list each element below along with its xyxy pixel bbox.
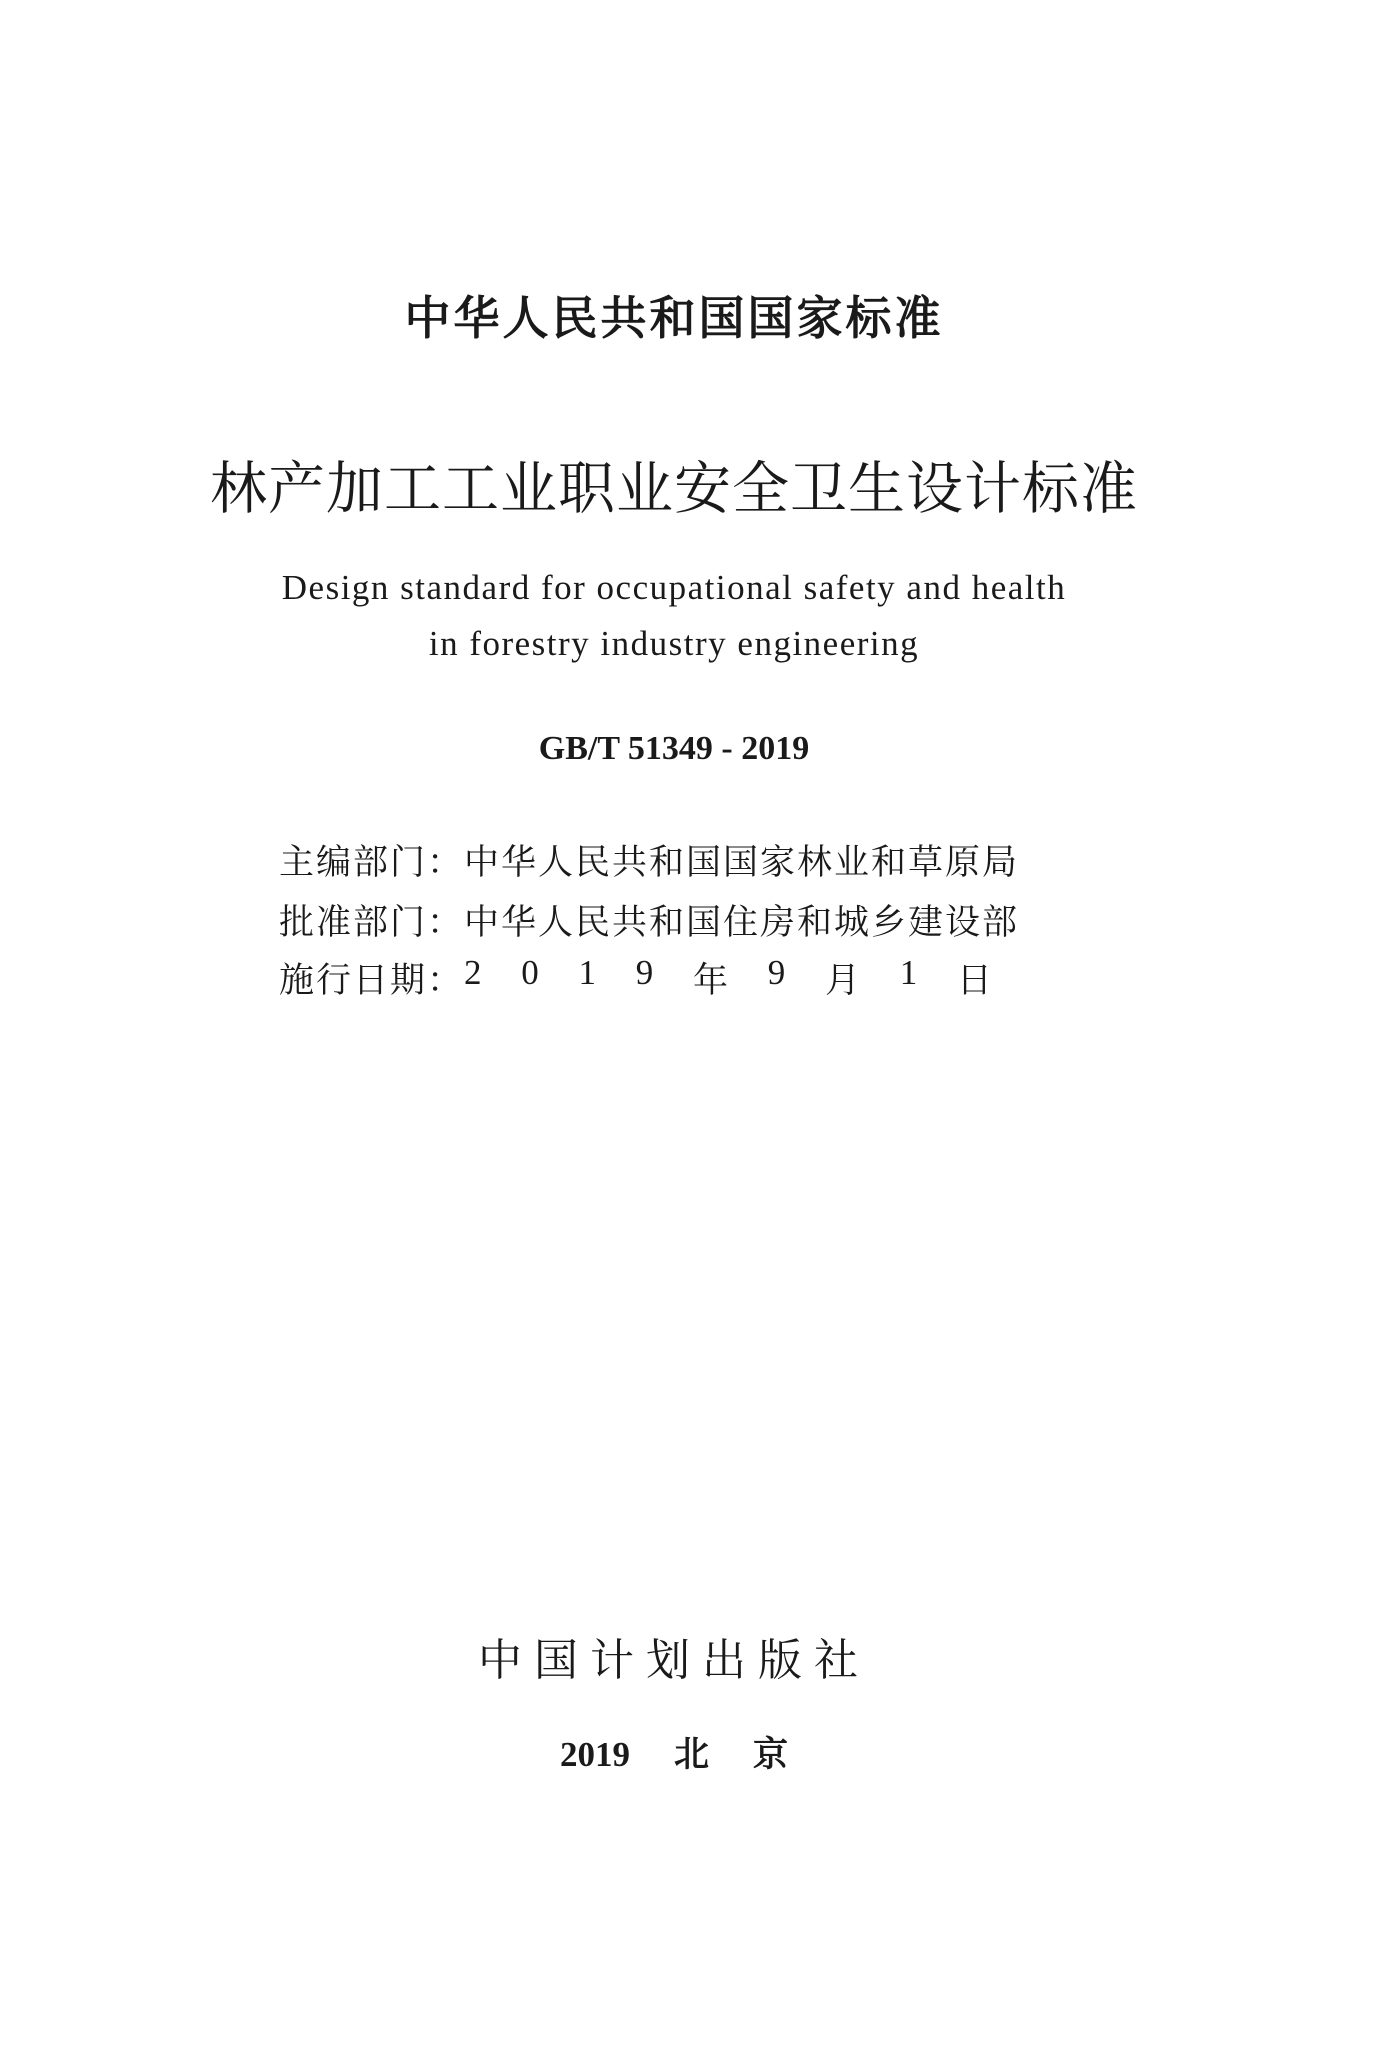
standard-code: GB/T 51349 - 2019 [538, 730, 810, 767]
date-part: 1 [899, 953, 920, 992]
date-part: 2 [464, 953, 484, 992]
date-value [464, 953, 994, 1003]
publisher: 中国计划出版社 [478, 1636, 870, 1685]
editor-value: 中华人民共和国国家林业和草原局 [464, 843, 1020, 882]
editor-department [279, 835, 1019, 885]
document-title-en-line1: Design standard for occupational safety and health [281, 568, 1067, 607]
date-part: 0 [521, 953, 541, 992]
city-char-2: 京 [753, 1735, 789, 1774]
date-part: 9 [635, 953, 656, 992]
approver-department [279, 895, 1019, 945]
document-title-en-line2: in forestry industry engineering [428, 624, 920, 663]
date-part: 年 [692, 961, 730, 1000]
date-part: 1 [578, 953, 598, 992]
approver-label: 批准部门： [279, 903, 465, 942]
date-part: 月 [824, 961, 862, 1000]
year-city [0, 1727, 1348, 1777]
standard-category-heading: 中华人民共和国国家标准 [404, 291, 944, 345]
publication-year: 2019 [559, 1735, 630, 1774]
date-part: 9 [767, 953, 788, 992]
approver-value: 中华人民共和国住房和城乡建设部 [464, 903, 1020, 942]
date-part: 日 [956, 961, 994, 1000]
effective-date [279, 953, 994, 1003]
date-label: 施行日期： [279, 961, 465, 1000]
editor-label: 主编部门： [279, 843, 465, 882]
document-title-cn: 林产加工工业职业安全卫生设计标准 [210, 458, 1138, 521]
city-char-1: 北 [673, 1735, 709, 1774]
